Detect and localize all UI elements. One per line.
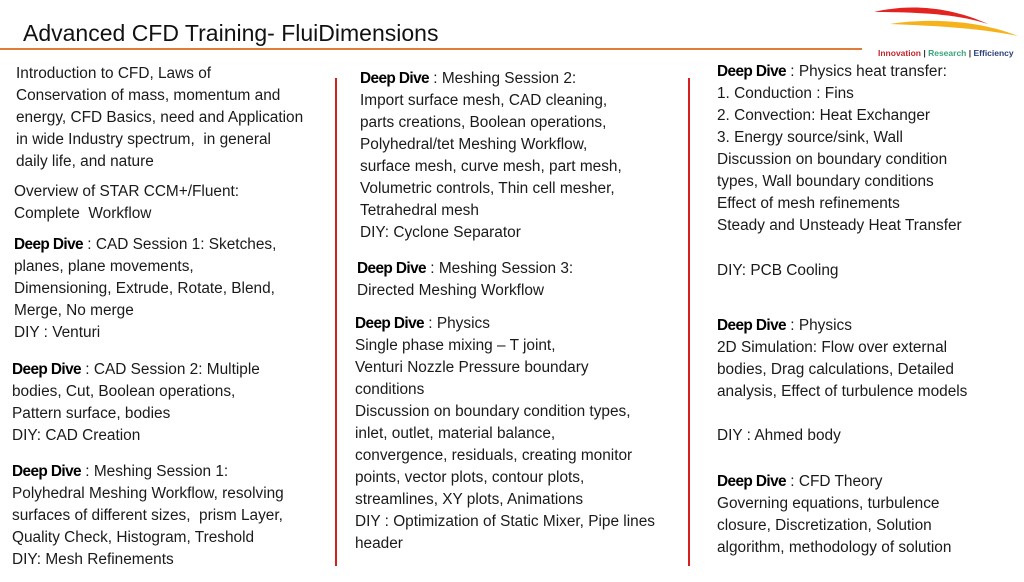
topic-line [14,256,276,278]
topic-text: : CAD Session 2: Multiple [81,361,260,378]
topic-text: 2. Convection: Heat Exchanger [717,107,931,124]
column-divider [335,78,337,566]
topic-line [717,337,967,359]
topic-line [717,127,962,149]
topic-text: DIY : Venturi [14,324,101,341]
topic-block [16,63,303,173]
topic-line [355,511,655,533]
topic-text: DIY: Mesh Refinements [12,551,174,568]
topic-line [360,68,622,90]
topic-line [360,112,622,134]
topic-line [12,549,284,571]
topic-line [360,222,622,244]
topic-line [12,505,284,527]
topic-block [12,461,284,571]
topic-block [717,61,962,237]
topic-block [717,471,951,559]
topic-text: 3. Energy source/sink, Wall [717,129,903,146]
topic-text: surface mesh, curve mesh, part mesh, [360,158,622,175]
topic-line [717,493,951,515]
topic-line [14,203,239,225]
topic-text: : CFD Theory [786,473,883,490]
topic-text: points, vector plots, contour plots, [355,469,585,486]
topic-text: header [355,535,403,552]
topic-text: Polyhedral Meshing Workflow, resolving [12,485,284,502]
tagline-efficiency: Efficiency [973,48,1014,58]
topic-text: DIY : Optimization of Static Mixer, Pipe lines [355,513,655,530]
topic-line [12,403,260,425]
topic-line [12,359,260,381]
tagline-separator: | [966,48,974,58]
topic-line [12,381,260,403]
topic-line [717,425,841,447]
topic-text: convergence, residuals, creating monitor [355,447,633,464]
topic-line [14,278,276,300]
topic-text: in wide Industry spectrum, in general [16,131,271,148]
topic-line [717,215,962,237]
deep-dive-label: Deep Dive [717,63,787,80]
topic-text: : Physics [424,315,490,332]
topic-line [355,313,655,335]
topic-line [717,315,967,337]
topic-text: parts creations, Boolean operations, [360,114,607,131]
topic-text: DIY: PCB Cooling [717,262,839,279]
topic-line [717,83,962,105]
topic-line [717,260,838,282]
topic-text: Tetrahedral mesh [360,202,479,219]
topic-line [16,85,303,107]
topic-text: DIY: Cyclone Separator [360,224,521,241]
column-divider [688,78,690,566]
topic-line [717,471,951,493]
topic-text: algorithm, methodology of solution [717,539,952,556]
topic-line [717,537,951,559]
topic-text: Directed Meshing Workflow [357,282,545,299]
topic-line [355,401,655,423]
topic-line [360,134,622,156]
tagline-separator: | [920,48,929,58]
topic-text: : Meshing Session 1: [81,463,229,480]
deep-dive-label: Deep Dive [355,315,425,332]
topic-line [717,105,962,127]
topic-line [357,280,573,302]
topic-line [14,322,276,344]
topic-line [717,171,962,193]
topic-line [717,381,967,403]
swoosh-logo-icon [868,2,1020,46]
topic-line [360,200,622,222]
deep-dive-label: Deep Dive [12,463,82,480]
topic-line [355,445,655,467]
topic-text: : Physics [786,317,852,334]
topic-text: daily life, and nature [16,153,154,170]
deep-dive-label: Deep Dive [12,361,82,378]
topic-line [16,63,303,85]
topic-text: : Meshing Session 2: [429,70,577,87]
topic-text: streamlines, XY plots, Animations [355,491,584,508]
topic-text: planes, plane movements, [14,258,194,275]
topic-line [717,515,951,537]
topic-text: Pattern surface, bodies [12,405,171,422]
topic-line [717,149,962,171]
topic-line [360,90,622,112]
topic-block [717,315,967,403]
deep-dive-label: Deep Dive [717,473,787,490]
topic-text: Polyhedral/tet Meshing Workflow, [360,136,588,153]
topic-text: Merge, No merge [14,302,134,319]
topic-line [360,178,622,200]
topic-line [717,359,967,381]
topic-text: : Physics heat transfer: [786,63,947,80]
title-underline [0,48,862,50]
topic-text: DIY: CAD Creation [12,427,141,444]
topic-text: bodies, Cut, Boolean operations, [12,383,236,400]
topic-text: Quality Check, Histogram, Treshold [12,529,255,546]
topic-line [355,423,655,445]
topic-text: Import surface mesh, CAD cleaning, [360,92,608,109]
topic-line [14,234,276,256]
topic-block [717,425,841,447]
topic-text: : Meshing Session 3: [426,260,574,277]
topic-text: Steady and Unsteady Heat Transfer [717,217,962,234]
topic-line [16,107,303,129]
topic-text: 2D Simulation: Flow over external [717,339,948,356]
topic-block [717,260,838,282]
slide-title: Advanced CFD Training- FluiDimensions [23,20,439,46]
topic-text: 1. Conduction : Fins [717,85,854,102]
topic-block [360,68,622,244]
topic-text: Venturi Nozzle Pressure boundary [355,359,589,376]
topic-line [355,489,655,511]
topic-text: inlet, outlet, material balance, [355,425,556,442]
topic-block [12,359,260,447]
topic-line [12,527,284,549]
topic-line [16,129,303,151]
topic-line [360,156,622,178]
tagline-innovation: Innovation [878,48,921,58]
topic-line [355,335,655,357]
topic-line [717,61,962,83]
topic-line [355,467,655,489]
topic-text: DIY : Ahmed body [717,427,841,444]
topic-text: analysis, Effect of turbulence models [717,383,968,400]
topic-block [355,313,655,555]
topic-line [717,193,962,215]
topic-line [12,425,260,447]
topic-block [357,258,573,302]
deep-dive-label: Deep Dive [14,236,84,253]
topic-line [12,461,284,483]
tagline-research: Research [928,48,967,58]
topic-line [16,151,303,173]
topic-text: energy, CFD Basics, need and Application [16,109,304,126]
topic-text: Single phase mixing – T joint, [355,337,556,354]
topic-line [355,357,655,379]
topic-line [355,379,655,401]
topic-line [14,300,276,322]
deep-dive-label: Deep Dive [357,260,427,277]
topic-text: : CAD Session 1: Sketches, [83,236,277,253]
topic-line [355,533,655,555]
topic-text: Effect of mesh refinements [717,195,900,212]
topic-text: bodies, Drag calculations, Detailed [717,361,954,378]
topic-text: surfaces of different sizes, prism Layer, [12,507,283,524]
topic-text: Overview of STAR CCM+/Fluent: [14,183,240,200]
topic-text: Discussion on boundary condition types, [355,403,631,420]
topic-text: Discussion on boundary condition [717,151,948,168]
topic-line [14,181,239,203]
topic-block [14,234,276,344]
topic-text: closure, Discretization, Solution [717,517,932,534]
topic-text: Volumetric controls, Thin cell mesher, [360,180,615,197]
topic-line [357,258,573,280]
topic-text: Introduction to CFD, Laws of [16,65,212,82]
deep-dive-label: Deep Dive [360,70,430,87]
topic-text: Conservation of mass, momentum and [16,87,281,104]
deep-dive-label: Deep Dive [717,317,787,334]
topic-line [12,483,284,505]
topic-text: Complete Workflow [14,205,152,222]
topic-block [14,181,239,225]
topic-text: Dimensioning, Extrude, Rotate, Blend, [14,280,275,297]
topic-text: types, Wall boundary conditions [717,173,934,190]
logo-tagline [878,48,1014,58]
topic-text: conditions [355,381,425,398]
topic-text: Governing equations, turbulence [717,495,940,512]
